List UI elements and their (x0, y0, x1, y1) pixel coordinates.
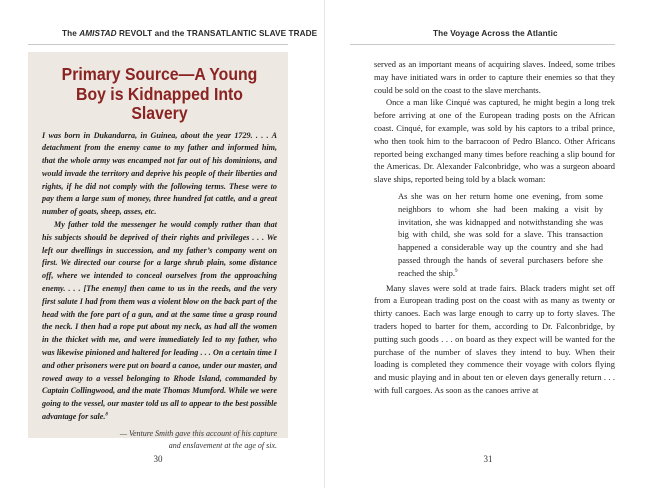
sidebar-title: Primary Source—A Young Boy is Kidnapped Into Slavery (61, 64, 258, 123)
running-head-left (62, 27, 317, 41)
running-head-prefix: The (62, 29, 80, 38)
block-quote (398, 190, 603, 280)
body-text (374, 58, 615, 397)
header-rule-right (350, 44, 615, 45)
page-number-right: 31 (483, 454, 493, 464)
right-page (325, 0, 650, 488)
primary-source-sidebar (28, 52, 288, 450)
footnote-ref: 8 (105, 412, 108, 418)
running-head-suffix: REVOLT and the TRANSATLANTIC SLAVE TRADE (116, 29, 318, 38)
attribution-line-2: and enslavement at the age of six. (168, 440, 277, 450)
body-paragraph: Once a man like Cinqué was captured, he might begin a long trek before arriving at one of the European trading posts on the African coast. Cinqué, for example, was sold by his captors to a tribal prince, who then took him to the barracoon of Pedro Blanco. Other Africans reported being exchanged many times before reaching a slip bound for the Americas. Dr. Alexander Falconbridge, who was a surgeon aboard slave ships, reported being told by a black woman: (374, 97, 615, 185)
footnote-ref: 9 (454, 268, 458, 274)
attribution-line-1: — Venture Smith gave this account of his capture (119, 428, 277, 438)
block-quote-text (398, 190, 603, 280)
sidebar-attribution (42, 428, 277, 452)
sidebar-paragraph (42, 219, 277, 424)
running-head-right: The Voyage Across the Atlantic (433, 29, 558, 38)
header-rule-left (28, 44, 288, 45)
sidebar-paragraph: I was born in Dukandarra, in Guinea, about the year 1729. . . . A detachment from the enemy came to my father and informed him, that the whole army was encamped not far out of his dominions, and would invade the territory and deprive his people of their liberties and rights, if he did not comply with the following terms. These were to pay them a large sum of money, three hundred fat cattle, and a great number of goats, sheep, asses, etc. (42, 130, 277, 217)
running-head-italic: AMISTAD (79, 29, 117, 38)
sidebar-paragraph-text: My father told the messenger he would comply rather than that his subjects should be deprived of their rights and privileges . . . We left our dwellings in succession, and my father’s company went on first. We directed our course for a large shrub plain, some distance off, where we intended to conceal ourselves from the approaching enemy. . . . [The enemy] then came to us in the reeds, and the very first salute I had from them was a violent blow on the back part of the head with the fore part of a gun, and at the same time a grasp round the neck. I then had a rope put about my neck, as had all the women in the thicket with me, and were immediately led to my father, who was likewise pinioned and haltered for leading . . . On a certain time I and other prisoners were put on board a canoe, under our master, and rowed away to a vessel belonging to Rhode Island, commanded by Captain Collingwood, and the mate Thomas Mumford. While we were going to the vessel, our master told us all to appear to the best possible advantage for sale. (42, 220, 277, 422)
quote-text: As she was on her return home one evening, from some neighbors to whom she had been making a visit by invitation, she was kidnapped and notwithstanding she was big with child, she was sold for a slave. This transaction happened a considerable way up the country and she had passed through the hands of several purchasers before she reached the ship. (398, 190, 603, 278)
body-paragraph: Many slaves were sold at trade fairs. Black traders might set off from a European trading post on the coast with as many as twenty or thirty canoes. Each was large enough to carry up to forty slaves. The traders hoped to barter for them, according to Dr. Falconbridge, by putting such goods . . . on board as they expect will be wanted for the purchase of the number of slaves they intend to buy. When their loading is completed they commence their voyage with colors flying and music playing and in about ten or eleven days generally return . . . with full cargoes. As soon as the canoes arrive at (374, 282, 615, 395)
body-paragraph: served as an important means of acquiring slaves. Indeed, some tribes may have initiated wars in order to capture their enemies so that they could be sold on the coast to the slave merchants. (374, 59, 615, 95)
sidebar-body (42, 130, 277, 452)
page-number-left: 30 (153, 454, 163, 464)
